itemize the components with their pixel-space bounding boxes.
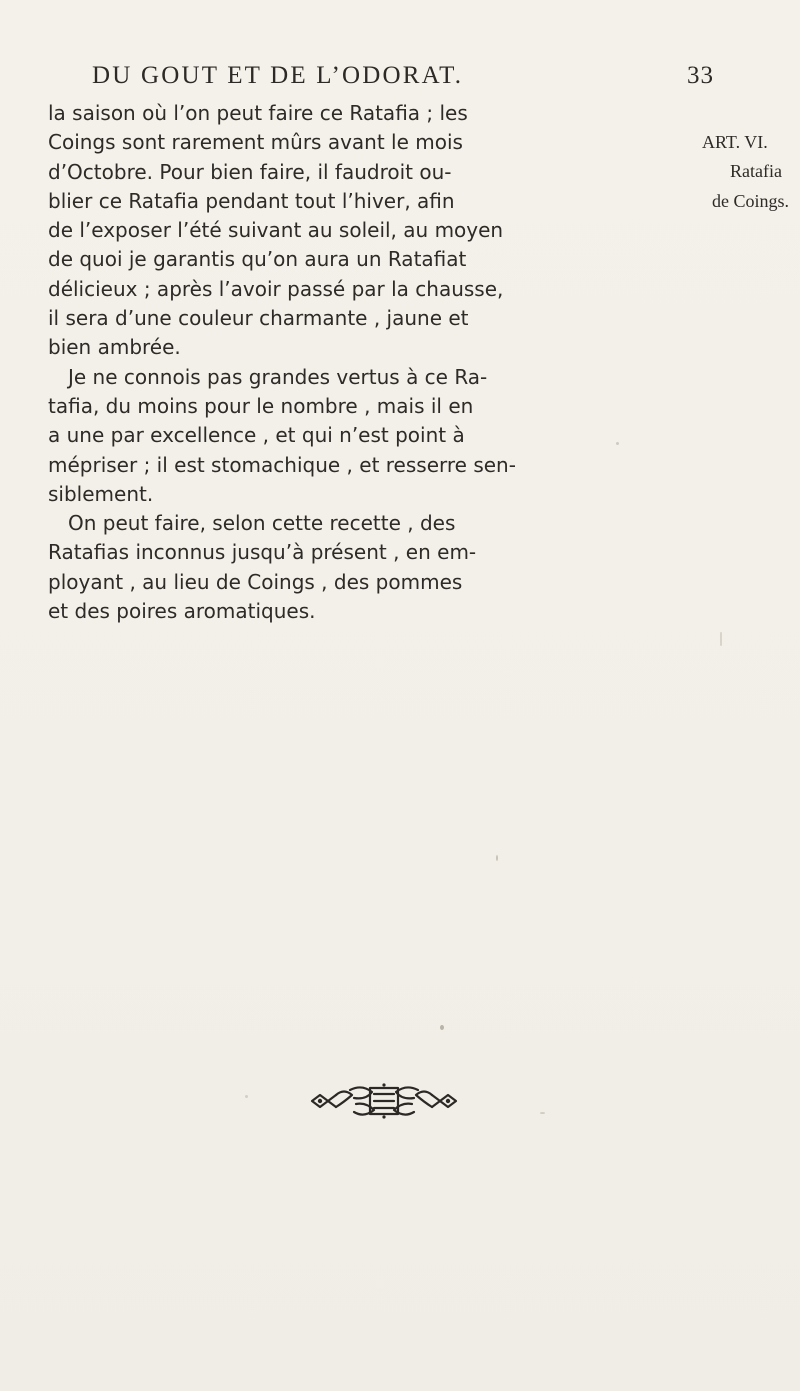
margin-note: [702, 128, 800, 216]
body-text: [48, 99, 708, 626]
running-head-title: DU GOUT ET DE L’ODORAT.: [92, 62, 464, 89]
text-line: bien ambrée.: [48, 335, 181, 360]
paragraph-start-line: Je ne connois pas grandes vertus à ce Ra-: [68, 364, 488, 389]
text-line: d’Octobre. Pour bien faire, il faudroit ou-: [48, 159, 452, 184]
paper-speck: [440, 1025, 444, 1030]
fleuron-ornament-icon: [310, 1082, 458, 1120]
paper-speck: [720, 632, 722, 646]
text-line: Coings sont rarement mûrs avant le mois: [48, 130, 463, 155]
paper-speck: [245, 1095, 248, 1098]
text-line: délicieux ; après l’avoir passé par la chausse,: [48, 276, 504, 301]
running-head: [92, 62, 714, 96]
text-line: a une par excellence , et qui n’est point à: [48, 423, 465, 448]
text-line: blier ce Ratafia pendant tout l’hiver, afin: [48, 188, 455, 213]
page-number: 33: [687, 62, 714, 89]
paper-speck: [616, 442, 619, 445]
margin-article-label: ART. VI.: [702, 132, 768, 152]
text-line: de l’exposer l’été suivant au soleil, au moyen: [48, 218, 504, 243]
paragraph-start-line: On peut faire, selon cette recette , des: [68, 511, 456, 536]
text-line: de quoi je garantis qu’on aura un Ratafiat: [48, 247, 467, 272]
margin-note-line: Ratafia: [730, 161, 782, 182]
text-line: Ratafias inconnus jusqu’à présent , en em-: [48, 540, 477, 565]
text-line: ployant , au lieu de Coings , des pommes: [48, 569, 463, 594]
paper-speck: [540, 1112, 545, 1114]
paper-speck: [496, 855, 498, 861]
text-line: il sera d’une couleur charmante , jaune et: [48, 306, 469, 331]
text-line: mépriser ; il est stomachique , et resserre sen-: [48, 452, 516, 477]
text-line: et des poires aromatiques.: [48, 599, 316, 624]
margin-note-line: de Coings.: [712, 190, 790, 211]
text-line: tafia, du moins pour le nombre , mais il en: [48, 393, 474, 418]
text-line: la saison où l’on peut faire ce Ratafia ; les: [48, 101, 468, 125]
text-line: siblement.: [48, 481, 154, 506]
